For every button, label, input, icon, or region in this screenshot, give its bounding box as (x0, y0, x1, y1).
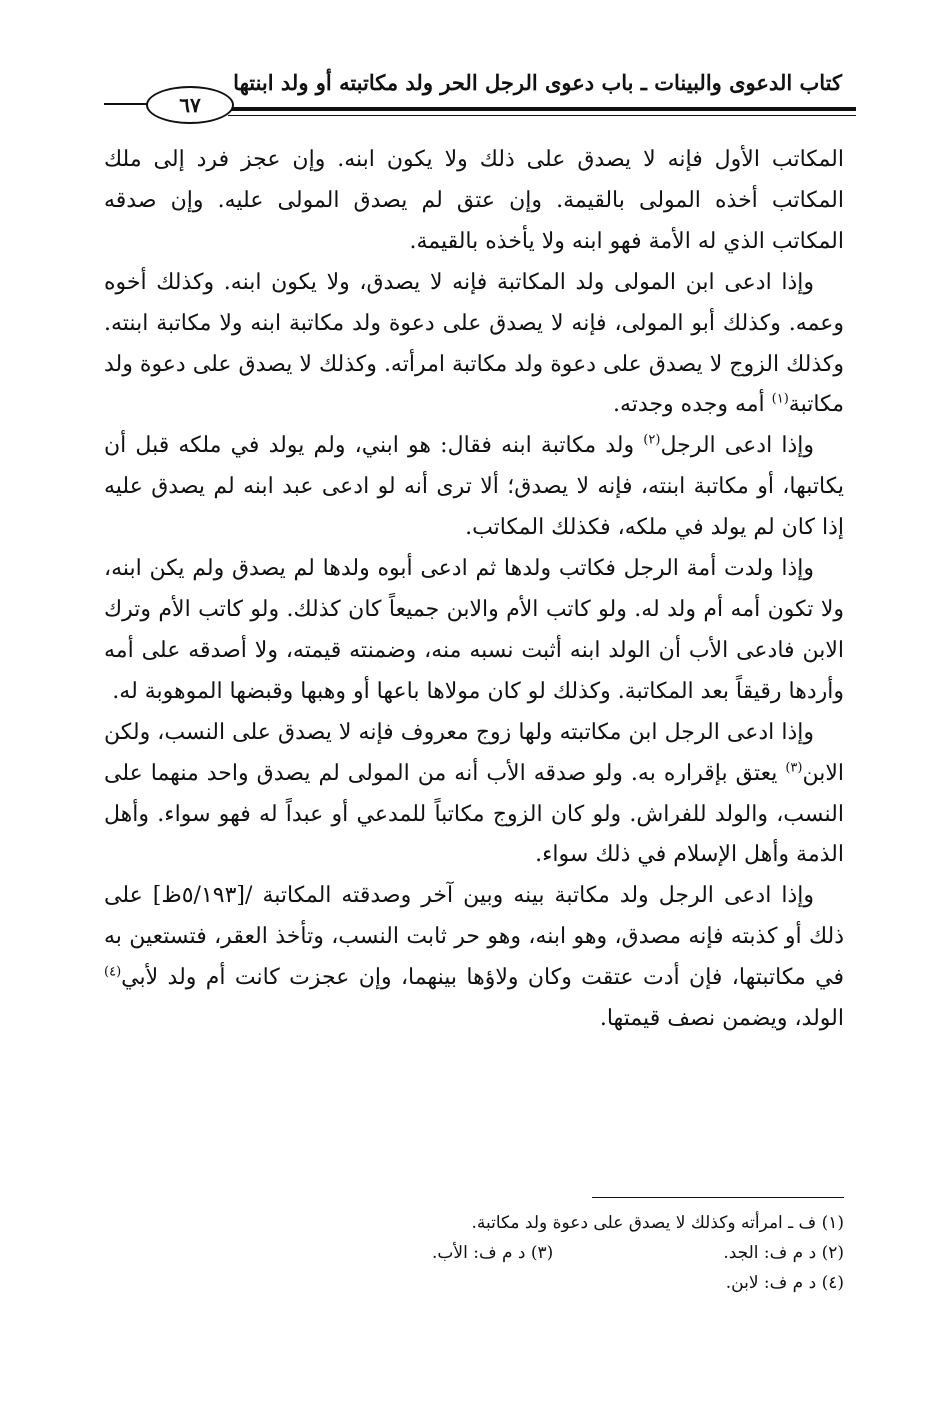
paragraph-2-text-a: وإذا ادعى ابن المولى ولد المكاتبة فإنه لا يصدق، ولا يكون ابنه. وكذلك أخوه وعمه. وكذلك أبو المولى، فإنه لا يصدق على دعوة ولد مكاتبة ابنه ولا مكاتبة ابنته. وكذلك الزوج لا يصدق على دعوة ولد مكاتبة امرأته. وكذلك لا يصدق على دعوة ولد مكاتبة (104, 269, 844, 418)
paragraph-5 (104, 713, 844, 877)
header-rule-thick (228, 107, 856, 111)
paragraph-2-text-b: أمه وجده وجدته. (613, 392, 772, 418)
footnote-3: (٣) د م ف: الأب. (432, 1243, 554, 1263)
footnote-ref-4[interactable]: (٤) (104, 964, 122, 980)
paragraph-1: المكاتب الأول فإنه لا يصدق على ذلك ولا يكون ابنه. وإن عجز فرد إلى ملك المكاتب أخذه المولى بالقيمة. وإن عتق لم يصدق المولى عليه. وإن صدقه المكاتب الذي له الأمة فهو ابنه ولا يأخذه بالقيمة. (104, 147, 844, 254)
header-rule-left (104, 103, 150, 105)
footnote-line-1 (104, 1208, 844, 1238)
footnote-ref-1[interactable]: (١) (771, 392, 789, 408)
footnote-line-2 (104, 1238, 844, 1268)
running-header: كتاب الدعوى والبينات ـ باب دعوى الرجل الحر ولد مكاتبته أو ولد ابنتها (233, 70, 842, 95)
paragraph-3 (104, 426, 844, 549)
footnote-line-3 (104, 1268, 844, 1298)
footnote-separator (592, 1197, 844, 1198)
paragraph-5-text-b: يعتق بإقراره به. ولو صدقه الأب أنه من المولى لم يصدق واحد منهما على النسب، والولد للفراش. ولو كان الزوج مكاتباً للمدعي أو عبداً له فهو سواء. وأهل الذمة وأهل الإسلام في ذلك سواء. (104, 760, 844, 868)
paragraph-5-text-a: وإذا ادعى الرجل ابن مكاتبته ولها زوج معروف فإنه لا يصدق على النسب، ولكن الابن (104, 719, 844, 786)
footnote-4: (٤) د م ف: لابن. (725, 1273, 844, 1293)
paragraph-6-text-a: وإذا ادعى الرجل ولد مكاتبة بينه وبين آخر وصدقته المكاتبة /[٥/١٩٣ظ] على ذلك أو كذبته فإنه مصدق، وهو ابنه، وهو حر ثابت النسب، وتأخذ العقر، فتستعين به في مكاتبتها، فإن أدت عتقت وكان ولاؤها بينهما، وإن عجزت كانت أم ولد لأبي (104, 883, 844, 991)
footnote-2: (٢) د م ف: الجد. (723, 1243, 844, 1263)
paragraph-3-text-b: ولد مكاتبة ابنه فقال: هو ابني، ولم يولد في ملكه قبل أن يكاتبها، أو مكاتبة ابنته، فإنه لا يصدق؛ ألا ترى أنه لو ادعى عبد ابنه لم يصدق عليه إذا كان لم يولد في ملكه، فكذلك المكاتب. (104, 433, 844, 541)
footnote-ref-2[interactable]: (٢) (643, 433, 661, 449)
main-text (104, 140, 844, 1040)
footnote-1: (١) ف ـ امرأته وكذلك لا يصدق على دعوة ولد مكاتبة. (471, 1213, 844, 1233)
paragraph-2 (104, 263, 844, 427)
footnote-ref-3[interactable]: (٣) (785, 760, 803, 776)
footnotes (104, 1208, 844, 1298)
paragraph-6-text-b: الولد، ويضمن نصف قيمتها. (599, 1006, 844, 1032)
paragraph-4: وإذا ولدت أمة الرجل فكاتب ولدها ثم ادعى أبوه ولدها لم يصدق ولم يكن ابنه، ولا تكون أمه أم ولد له. ولو كاتب الأم والابن جميعاً كان كذلك. ولو كاتب الأم وترك الابن فادعى الأب أن الولد ابنه أثبت نسبه منه، وضمنته قيمته، ولا أصدقه على أمه وأردها رقيقاً بعد المكاتبة. وكذلك لو كان مولاها باعها أو وهبها وقبضها الموهوبة له. (104, 556, 844, 704)
page-number: ٦٧ (146, 86, 234, 124)
paragraph-3-text-a: وإذا ادعى الرجل (660, 433, 814, 459)
paragraph-6 (104, 876, 844, 1040)
header-rule-thin (228, 115, 856, 116)
